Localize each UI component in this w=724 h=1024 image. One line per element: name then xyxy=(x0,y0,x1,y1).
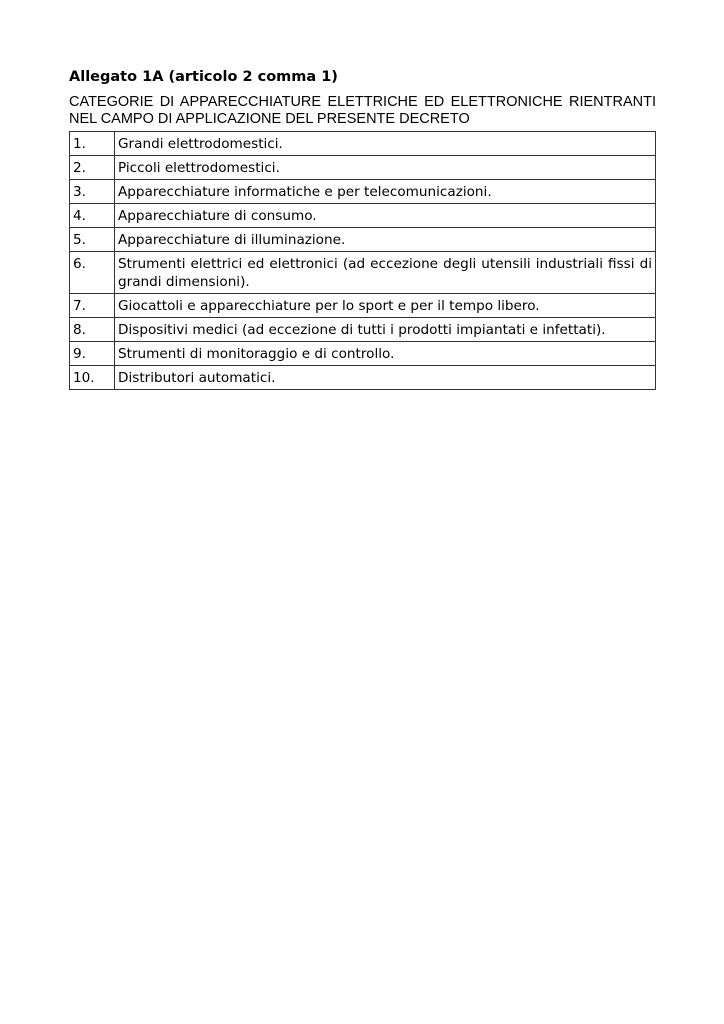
table-row xyxy=(70,132,656,156)
row-number: 5. xyxy=(70,228,115,252)
row-description: Piccoli elettrodomestici. xyxy=(115,156,656,180)
table-row xyxy=(70,156,656,180)
table-row xyxy=(70,366,656,390)
document-page xyxy=(69,68,656,390)
row-number: 4. xyxy=(70,204,115,228)
row-number: 8. xyxy=(70,318,115,342)
row-description: Giocattoli e apparecchiature per lo sport e per il tempo libero. xyxy=(115,294,656,318)
row-description: Apparecchiature informatiche e per telecomunicazioni. xyxy=(115,180,656,204)
row-description: Apparecchiature di consumo. xyxy=(115,204,656,228)
categories-table xyxy=(69,131,656,390)
row-description: Dispositivi medici (ad eccezione di tutti i prodotti impiantati e infettati). xyxy=(115,318,656,342)
table-row xyxy=(70,228,656,252)
row-number: 1. xyxy=(70,132,115,156)
table-row xyxy=(70,204,656,228)
row-number: 7. xyxy=(70,294,115,318)
row-number: 3. xyxy=(70,180,115,204)
row-description: Distributori automatici. xyxy=(115,366,656,390)
document-subtitle: CATEGORIE DI APPARECCHIATURE ELETTRICHE ED ELETTRONICHE RIENTRANTI NEL CAMPO DI APPLICAZIONE DEL PRESENTE DECRETO xyxy=(69,94,656,127)
row-number: 10. xyxy=(70,366,115,390)
row-description: Apparecchiature di illuminazione. xyxy=(115,228,656,252)
row-number: 6. xyxy=(70,252,115,294)
table-row xyxy=(70,318,656,342)
table-row xyxy=(70,252,656,294)
row-description: Grandi elettrodomestici. xyxy=(115,132,656,156)
row-description: Strumenti elettrici ed elettronici (ad eccezione degli utensili industriali fissi di grandi dimensioni). xyxy=(115,252,656,294)
row-description: Strumenti di monitoraggio e di controllo. xyxy=(115,342,656,366)
table-row xyxy=(70,294,656,318)
row-number: 2. xyxy=(70,156,115,180)
table-row xyxy=(70,342,656,366)
document-title: Allegato 1A (articolo 2 comma 1) xyxy=(69,69,338,85)
table-row xyxy=(70,180,656,204)
row-number: 9. xyxy=(70,342,115,366)
